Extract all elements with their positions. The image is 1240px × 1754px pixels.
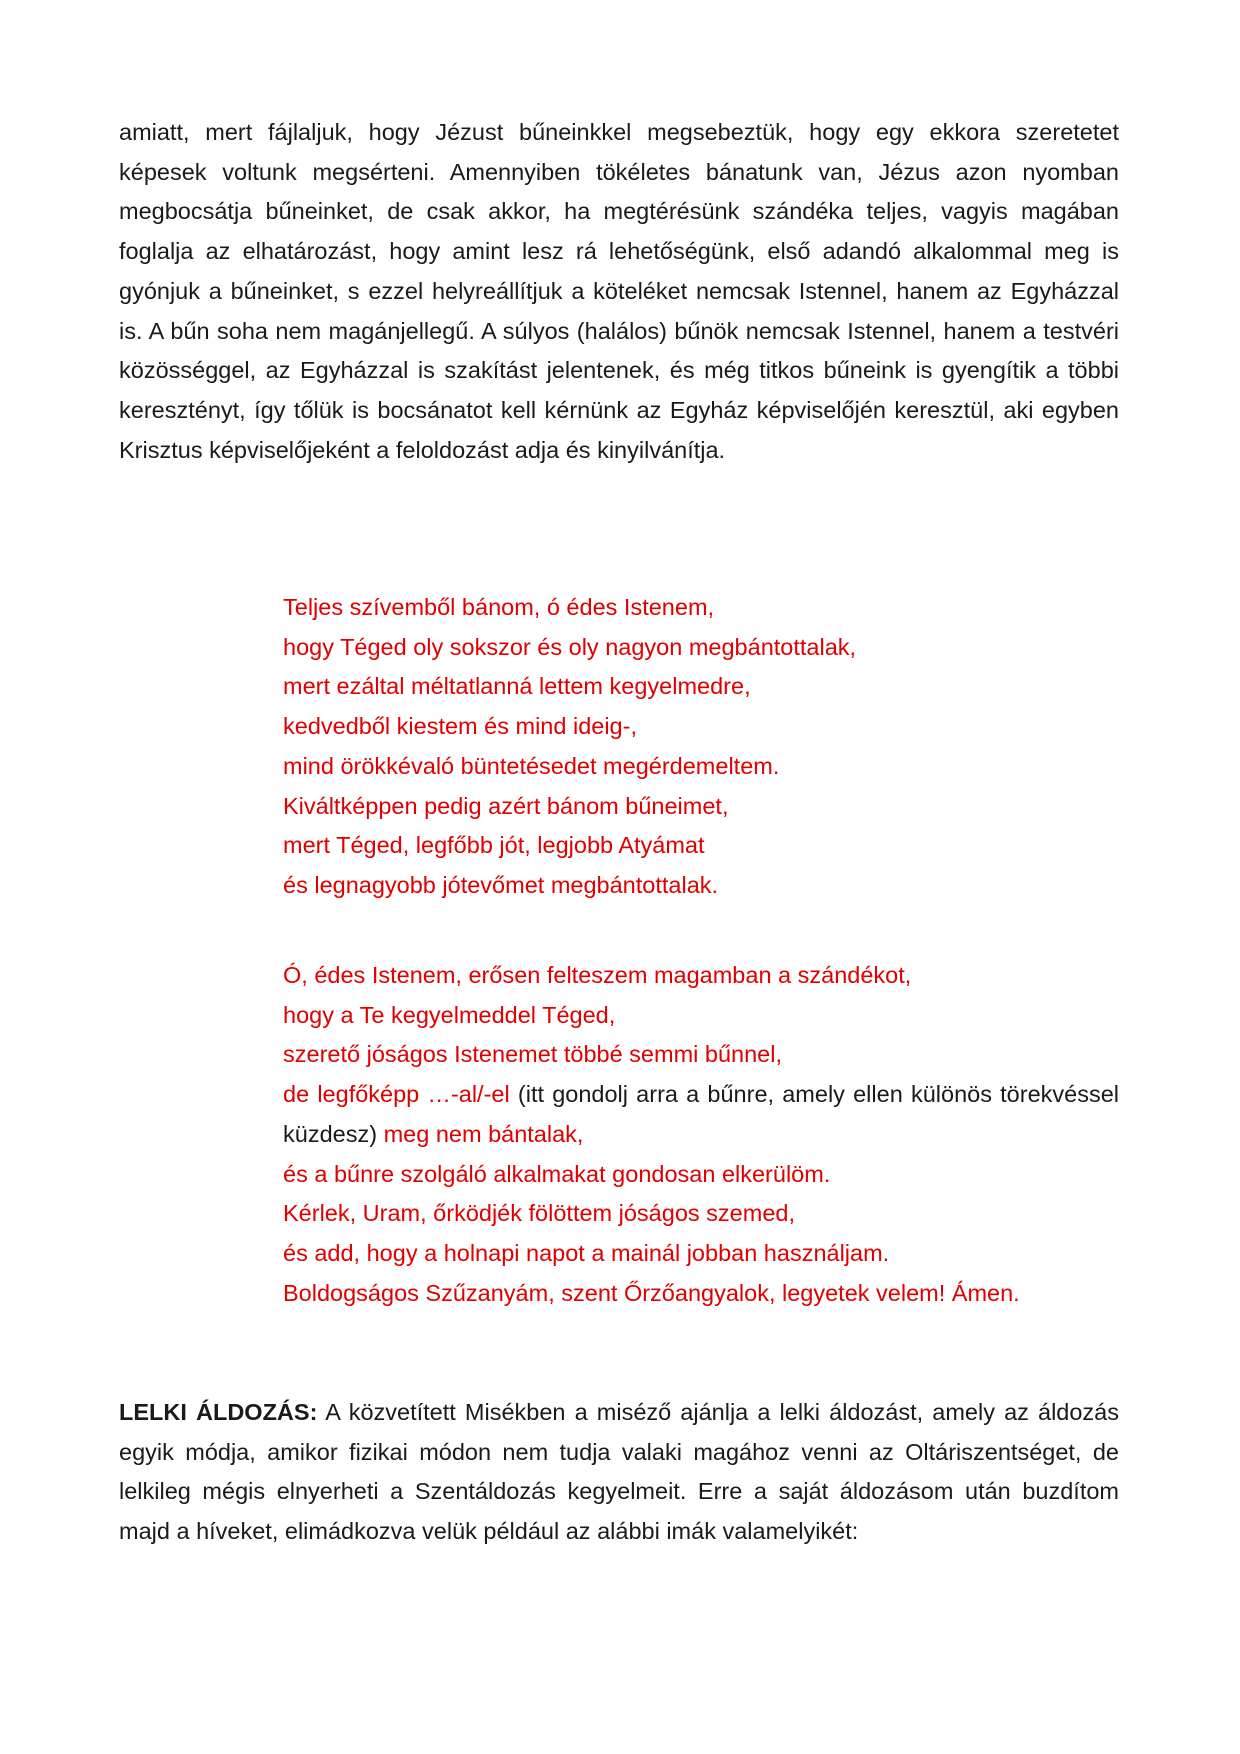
prayer-line: mind örökkévaló büntetésedet megérdemeltem. [283, 752, 780, 779]
contrition-prayer-stanza-2 [283, 956, 1119, 1313]
prayer-line-end: meg nem bántalak, [383, 1120, 584, 1147]
prayer-line: és add, hogy a holnapi napot a mainál jobban használjam. [283, 1239, 890, 1266]
prayer-line: és legnagyobb jótevőmet megbántottalak. [283, 871, 719, 898]
prayer-instruction-note: (itt gondolj arra a bűnre, amely ellen különös törekvéssel küzdesz) [283, 1081, 1120, 1147]
prayer-line: hogy Téged oly sokszor és oly nagyon megbántottalak, [283, 633, 857, 660]
prayer-line: hogy a Te kegyelmeddel Téged, [283, 1001, 616, 1028]
spiritual-communion-paragraph [119, 1393, 1119, 1552]
contrition-prayer-stanza-1 [283, 588, 1119, 906]
intro-paragraph: amiatt, mert fájlaljuk, hogy Jézust bűneinkkel megsebeztük, hogy egy ekkora szeretetet képesek voltunk megsérteni. Amennyiben tökéletes bánatunk van, Jézus azon nyomban megbocsátja bűneinket, de csak akkor, ha megtérésünk szándéka teljes, vagyis magában foglalja az elhatározást, hogy amint lesz rá lehetőségünk, első adandó alkalommal meg is gyónjuk a bűneinket, s ezzel helyreállítjuk a köteléket nemcsak Istennel, hanem az Egyházzal is. A bűn soha nem magánjellegű. A súlyos (halálos) bűnök nemcsak Istennel, hanem a testvéri közösséggel, az Egyházzal is szakítást jelentenek, és még titkos bűneink is gyengítik a többi keresztényt, így tőlük is bocsánatot kell kérnünk az Egyház képviselőjén keresztül, aki egyben Krisztus képviselőjeként a feloldozást adja és kinyilvánítja. [119, 119, 1119, 463]
prayer-line-with-note [283, 1075, 1119, 1154]
prayer-line: Ó, édes Istenem, erősen felteszem magamban a szándékot, [283, 962, 912, 988]
prayer-line: Boldogságos Szűzanyám, szent Őrzőangyalok, legyetek velem! Ámen. [283, 1279, 1020, 1306]
prayer-line-start: de legfőképp …-al/-el [283, 1081, 510, 1108]
prayer-line: és a bűnre szolgáló alkalmakat gondosan elkerülöm. [283, 1160, 831, 1187]
prayer-line: Kiváltképpen pedig azért bánom bűneimet, [283, 792, 729, 819]
spiritual-communion-heading: LELKI ÁLDOZÁS: [119, 1399, 318, 1425]
prayer-line: szerető jóságos Istenemet többé semmi bűnnel, [283, 1041, 782, 1068]
prayer-line: mert ezáltal méltatlanná lettem kegyelmedre, [283, 673, 751, 700]
spiritual-communion-text: A közvetített Misékben a miséző ajánlja a lelki áldozást, amely az áldozás egyik módja, amikor fizikai módon nem tudja valaki magához venni az Oltáriszentséget, de lelkileg mégis elnyerheti a Szentáldozás kegyelmeit. Erre a saját áldozásom után buzdítom majd a híveket, elimádkozva velük például az alábbi imák valamelyikét: [119, 1399, 1120, 1545]
prayer-line: kedvedből kiestem és mind ideig-, [283, 713, 637, 740]
prayer-line: Teljes szívemből bánom, ó édes Istenem, [283, 594, 715, 620]
prayer-line: mert Téged, legfőbb jót, legjobb Atyámat [283, 832, 705, 859]
prayer-line: Kérlek, Uram, őrködjék fölöttem jóságos szemed, [283, 1200, 795, 1227]
